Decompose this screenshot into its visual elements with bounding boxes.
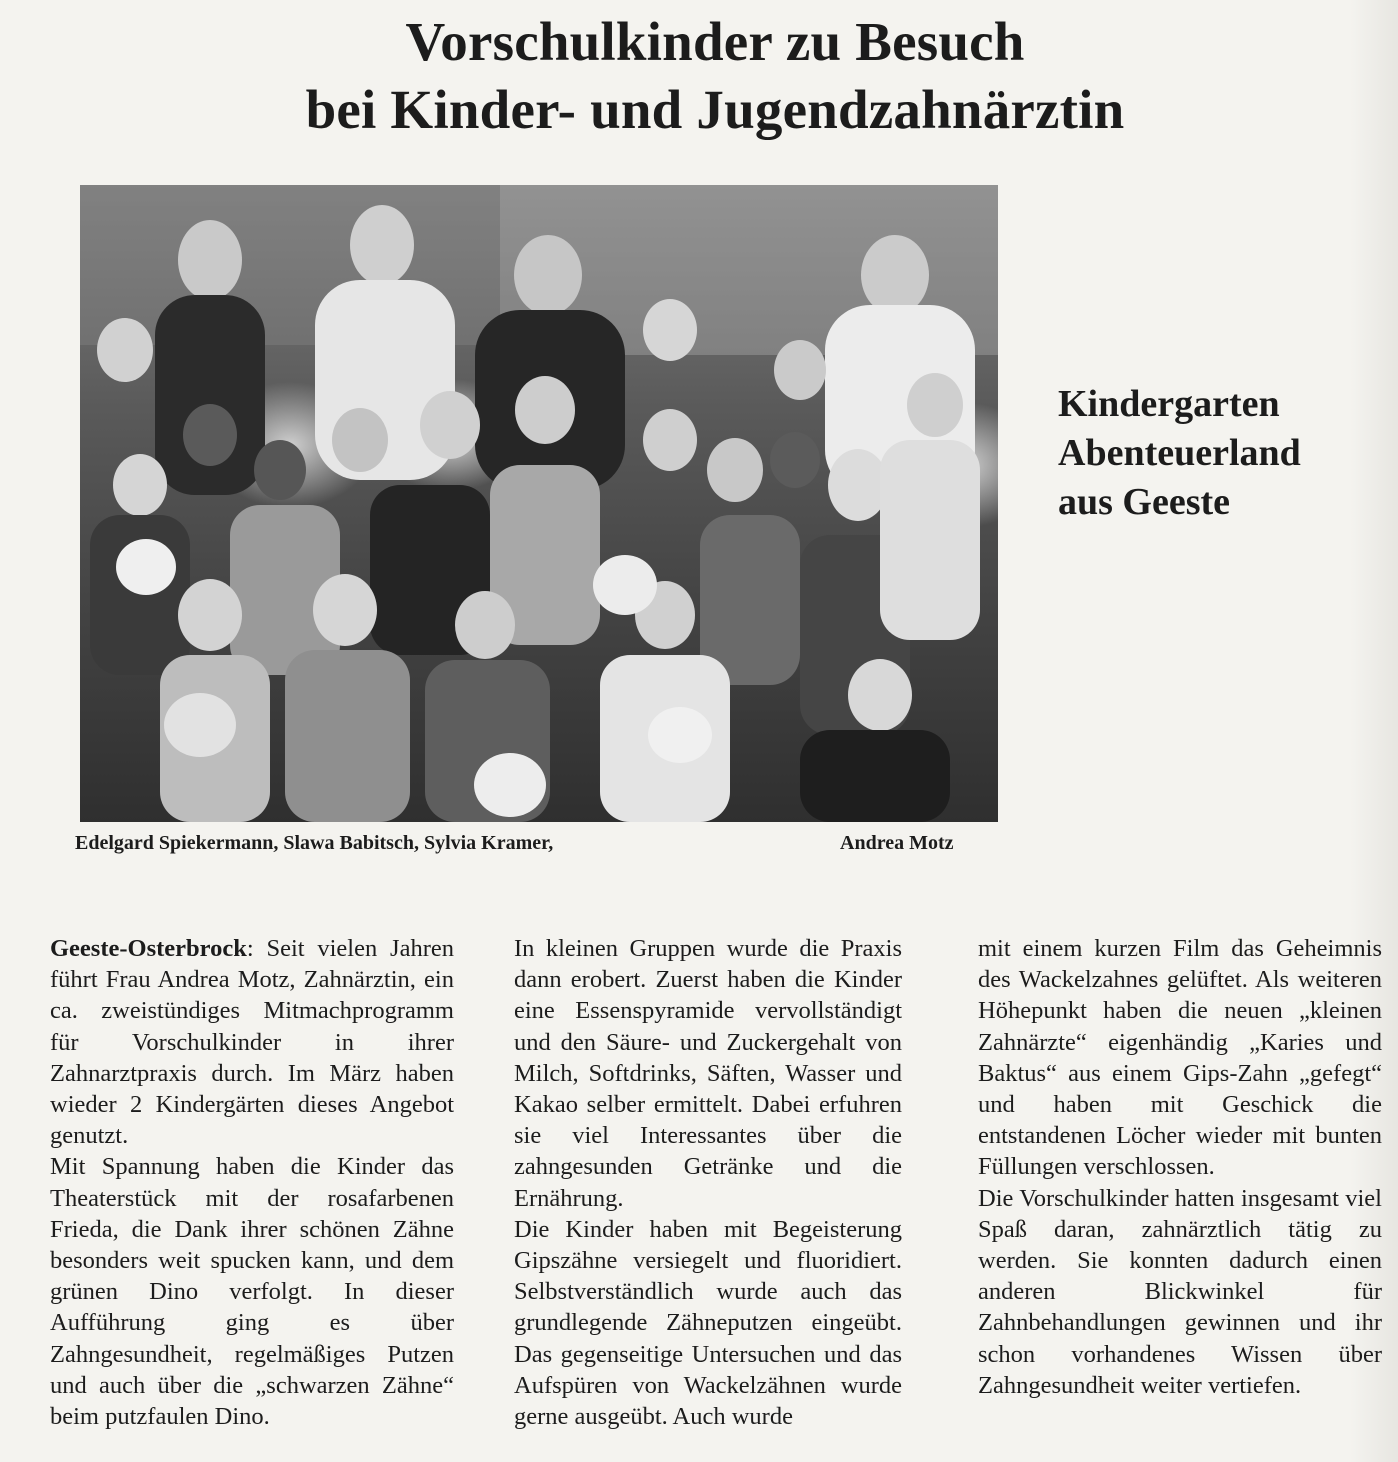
photo-caption-left: Edelgard Spiekermann, Slawa Babitsch, Sylvia Kramer, xyxy=(75,832,554,854)
group-photo xyxy=(80,185,998,822)
paragraph: Die Vorschulkinder hatten insgesamt viel Spaß daran, zahnärztlich tätig zu werden. Sie konnten dadurch einen anderen Blickwinkel für Zahnbehandlungen gewinnen und ihr schon vorhandenes Wissen über Zahngesundheit weiter vertiefen. xyxy=(978,1184,1382,1399)
paragraph: mit einem kurzen Film das Geheimnis des Wackelzahnes gelüftet. Als weiteren Höhepunkt haben die neuen „kleinen Zahnärzte“ eigenhändig „Karies und Baktus“ aus einem Gips-Zahn „gefegt“ und haben mit Geschick die entstandenen Löcher wieder mit bunten Füllungen verschlossen. xyxy=(978,935,1382,1181)
paragraph: Die Kinder haben mit Begeisterung Gipszähne versiegelt und fluoridiert. Selbstverständlich wurde auch das grundlegende Zähneputzen eingeübt. Das gegenseitige Untersuchen und das Aufspüren von Wackelzähnen wurde gerne ausgeübt. Auch wurde xyxy=(514,1215,902,1431)
text-column-2 xyxy=(514,933,902,1432)
article-title xyxy=(0,8,1398,144)
side-caption-line-3: aus Geeste xyxy=(1058,481,1231,523)
group-photo-illustration xyxy=(80,185,998,822)
side-caption-line-1: Kindergarten xyxy=(1058,383,1280,425)
title-line-1: Vorschulkinder zu Besuch xyxy=(405,11,1025,72)
photo-caption-right: Andrea Motz xyxy=(840,832,954,854)
paragraph: In kleinen Gruppen wurde die Praxis dann erobert. Zuerst haben die Kinder eine Essenspyramide vervollständigt und den Säure- und Zuckergehalt von Milch, Softdrinks, Säften, Wasser und Kakao selber ermittelt. Dabei erfuhren sie viel Interessantes über die zahngesunden Getränke und die Ernährung. xyxy=(514,935,902,1212)
text-column-1 xyxy=(50,933,454,1432)
paragraph: Mit Spannung haben die Kinder das Theaterstück mit der rosafarbenen Frieda, die Dank ihrer schönen Zähne besonders weit spucken kann, und dem grünen Dino verfolgt. In dieser Aufführung ging es über Zahngesundheit, regelmäßiges Putzen und auch über die „schwarzen Zähne“ beim putzfaulen Dino. xyxy=(50,1153,454,1431)
text-column-3 xyxy=(978,933,1382,1401)
title-line-2: bei Kinder- und Jugendzahnärztin xyxy=(305,79,1125,140)
paragraph-text: : Seit vielen Jahren führt Frau Andrea Motz, Zahnärztin, ein ca. zweistündiges Mitmachprogramm für Vorschulkinder in ihrer Zahnarztpraxis durch. Im März haben wieder 2 Kindergärten dieses Angebot genutzt. xyxy=(50,935,454,1150)
paragraph xyxy=(50,933,454,1151)
side-caption-line-2: Abenteuerland xyxy=(1058,432,1301,474)
side-caption xyxy=(1058,380,1301,527)
dateline: Geeste-Osterbrock xyxy=(50,935,247,962)
